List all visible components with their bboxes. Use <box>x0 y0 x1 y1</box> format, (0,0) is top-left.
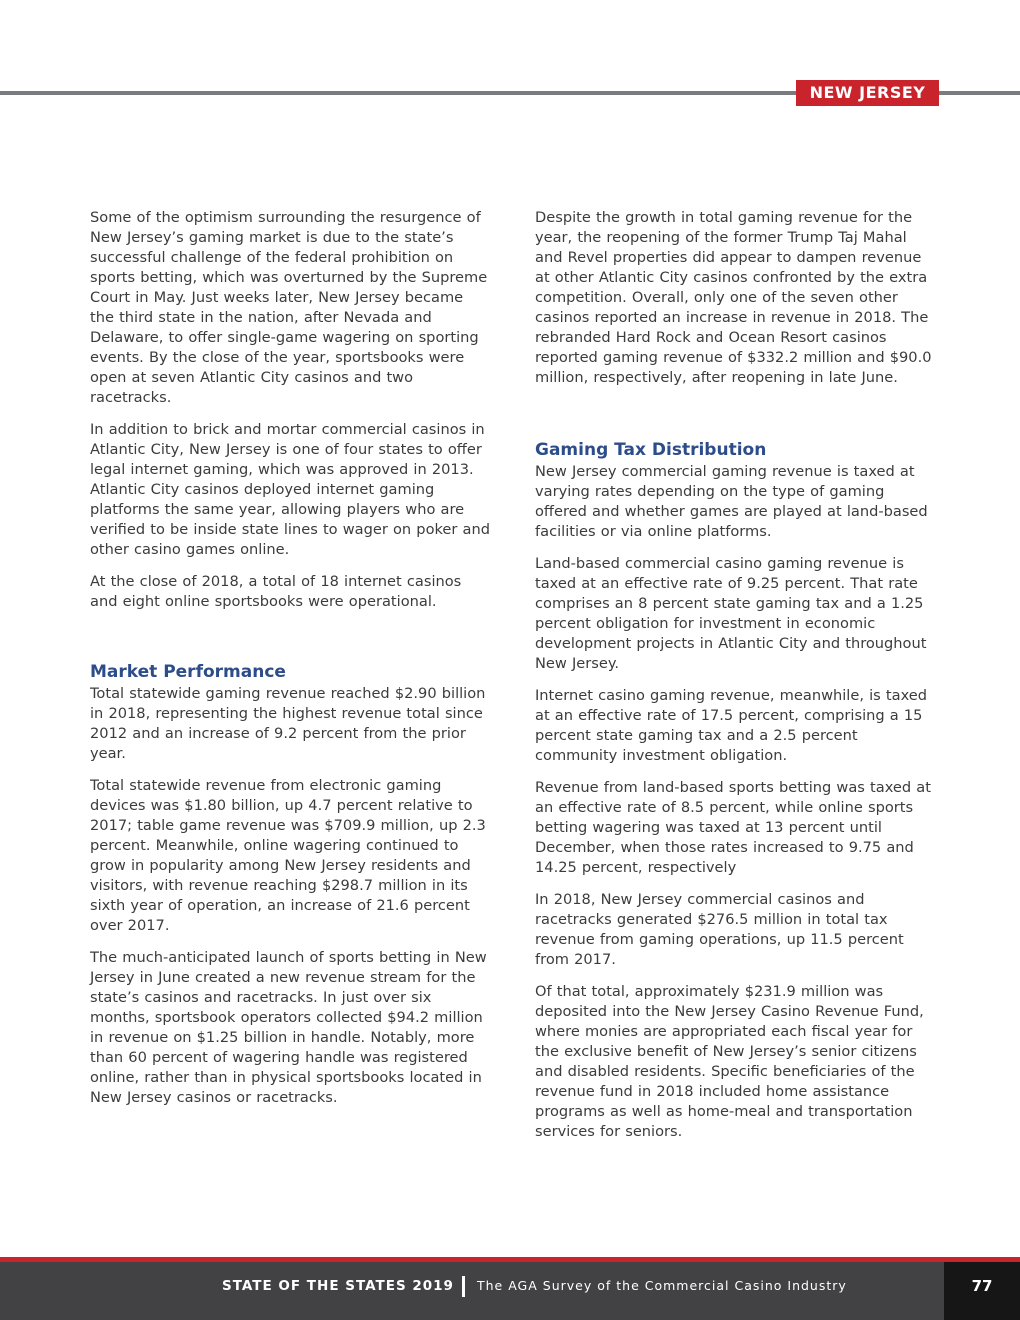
footer-divider <box>462 1276 465 1297</box>
section-heading-market-performance: Market Performance <box>90 662 286 682</box>
paragraph: Total statewide gaming revenue reached $2.90 billion in 2018, representing the highest revenue total since 2012 and an increase of 9.2 percent from the prior year. <box>90 685 486 762</box>
paragraph: New Jersey commercial gaming revenue is taxed at varying rates depending on the type of gaming offered and whether games are played at land-based facilities or via online platforms. <box>535 463 928 540</box>
section-spacer <box>90 624 490 660</box>
paragraph: In 2018, New Jersey commercial casinos and racetracks generated $276.5 million in total tax revenue from gaming operations, up 11.5 percent from 2017. <box>535 891 904 968</box>
state-label-tag: NEW JERSEY <box>796 80 939 106</box>
paragraph: Of that total, approximately $231.9 million was deposited into the New Jersey Casino Revenue Fund, where monies are appropriated each fiscal year for the exclusive benefit of New Jersey’s senior citizens and disabled residents. Specific beneficiaries of the revenue fund in 2018 included home assistance programs as well as home-meal and transportation services for seniors. <box>535 983 924 1140</box>
section-spacer <box>535 400 935 438</box>
paragraph: The much-anticipated launch of sports betting in New Jersey in June created a new revenue stream for the state’s casinos and racetracks. In just over six months, sportsbook operators collected $94.2 million in revenue on $1.25 billion in handle. Notably, more than 60 percent of wagering handle was registered online, rather than in physical sportsbooks located in New Jersey casinos or racetracks. <box>90 949 487 1106</box>
page-number: 77 <box>971 1277 993 1295</box>
paragraph: Internet casino gaming revenue, meanwhile, is taxed at an effective rate of 17.5 percent, comprising a 15 percent state gaming tax and a 2.5 percent community investment obligation. <box>535 687 928 764</box>
paragraph: Some of the optimism surrounding the resurgence of New Jersey’s gaming market is due to the state’s successful challenge of the federal prohibition on sports betting, which was overturned by the Supreme Court in May. Just weeks later, New Jersey became the third state in the nation, after Nevada and Delaware, to offer single-game wagering on sporting events. By the close of the year, sportsbooks were open at seven Atlantic City casinos and two racetracks. <box>90 209 488 406</box>
paragraph: Revenue from land-based sports betting was taxed at an effective rate of 8.5 percent, while online sports betting wagering was taxed at 13 percent until December, when those rates increased to 9.75 and 14.25 percent, respectively <box>535 779 931 876</box>
section-heading-gaming-tax-distribution: Gaming Tax Distribution <box>535 440 767 460</box>
paragraph: At the close of 2018, a total of 18 internet casinos and eight online sportsbooks were operational. <box>90 573 462 610</box>
left-column <box>90 208 490 1120</box>
footer-publication-subtitle: The AGA Survey of the Commercial Casino Industry <box>477 1278 847 1293</box>
footer-publication-title: STATE OF THE STATES 2019 <box>222 1278 454 1294</box>
paragraph: In addition to brick and mortar commercial casinos in Atlantic City, New Jersey is one of four states to offer legal internet gaming, which was approved in 2013. Atlantic City casinos deployed internet gaming platforms the same year, allowing players who are verified to be inside state lines to wager on poker and other casino games online. <box>90 421 491 558</box>
paragraph: Despite the growth in total gaming revenue for the year, the reopening of the former Trump Taj Mahal and Revel properties did appear to dampen revenue at other Atlantic City casinos confronted by the extra competition. Overall, only one of the seven other casinos reported an increase in revenue in 2018. The rebranded Hard Rock and Ocean Resort casinos reported gaming revenue of $332.2 million and $90.0 million, respectively, after reopening in late June. <box>535 209 932 386</box>
paragraph: Total statewide revenue from electronic gaming devices was $1.80 billion, up 4.7 percent relative to 2017; table game revenue was $709.9 million, up 2.3 percent. Meanwhile, online wagering continued to grow in popularity among New Jersey residents and visitors, with revenue reaching $298.7 million in its sixth year of operation, an increase of 21.6 percent over 2017. <box>90 777 486 934</box>
paragraph: Land-based commercial casino gaming revenue is taxed at an effective rate of 9.25 percent. That rate comprises an 8 percent state gaming tax and a 1.25 percent obligation for investment in economic development projects in Atlantic City and throughout New Jersey. <box>535 555 927 672</box>
right-column <box>535 208 935 1154</box>
